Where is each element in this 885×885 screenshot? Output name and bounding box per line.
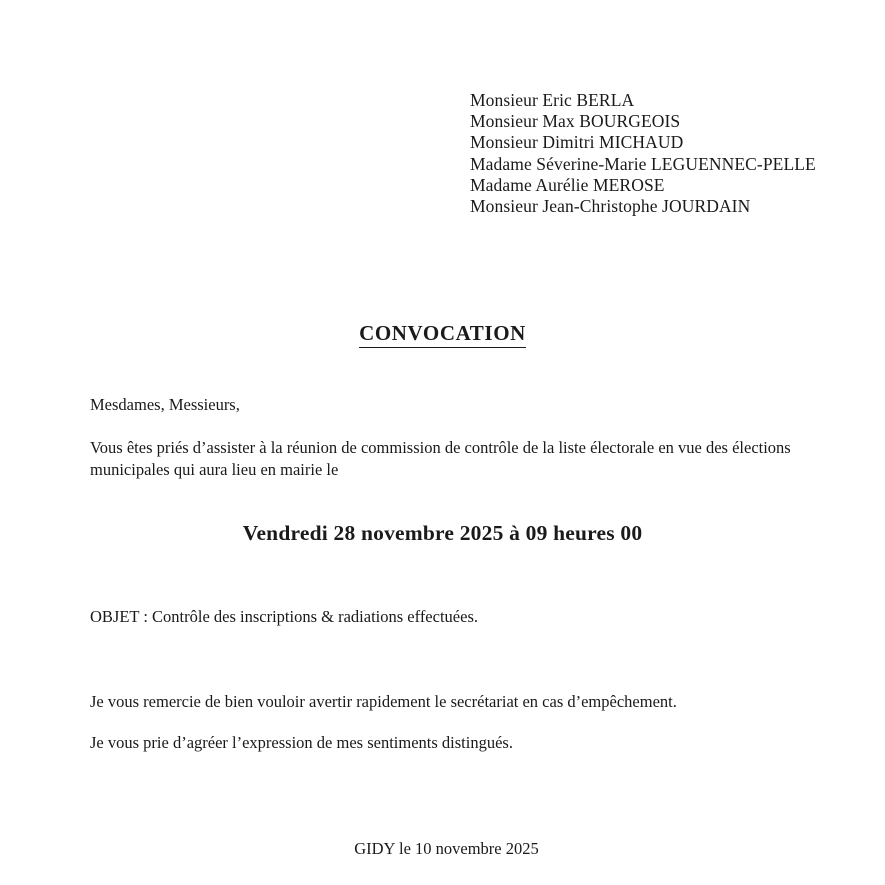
objet-line: OBJET : Contrôle des inscriptions & radiations effectuées. [90, 607, 478, 626]
page-title-container [0, 322, 885, 348]
intro-paragraph: Vous êtes priés d’assister à la réunion de commission de contrôle de la liste électorale en vue des élections municipales qui aura lieu en mairie le [90, 438, 791, 479]
meeting-date: Vendredi 28 novembre 2025 à 09 heures 00 [242, 521, 643, 545]
recipient-line: Monsieur Max BOURGEOIS [470, 111, 681, 132]
recipient-line: Monsieur Jean-Christophe JOURDAIN [470, 196, 751, 217]
recipient-list [470, 90, 816, 217]
footer-place-date: GIDY le 10 novembre 2025 [354, 839, 539, 858]
salutation-text: Mesdames, Messieurs, [90, 395, 240, 414]
recipient-line: Monsieur Eric BERLA [470, 90, 635, 110]
meeting-date-container [0, 521, 885, 547]
page-title: CONVOCATION [359, 322, 526, 348]
closing-notice: Je vous remercie de bien vouloir avertir rapidement le secrétariat en cas d’empêchement. [90, 692, 677, 711]
recipient-line: Madame Aurélie MEROSE [470, 174, 665, 195]
recipient-line: Madame Séverine-Marie LEGUENNEC-PELLE [470, 153, 816, 174]
footer-container [0, 838, 885, 859]
recipient-line: Monsieur Dimitri MICHAUD [470, 132, 684, 153]
closing-salutation: Je vous prie d’agréer l’expression de mes sentiments distingués. [90, 733, 513, 752]
